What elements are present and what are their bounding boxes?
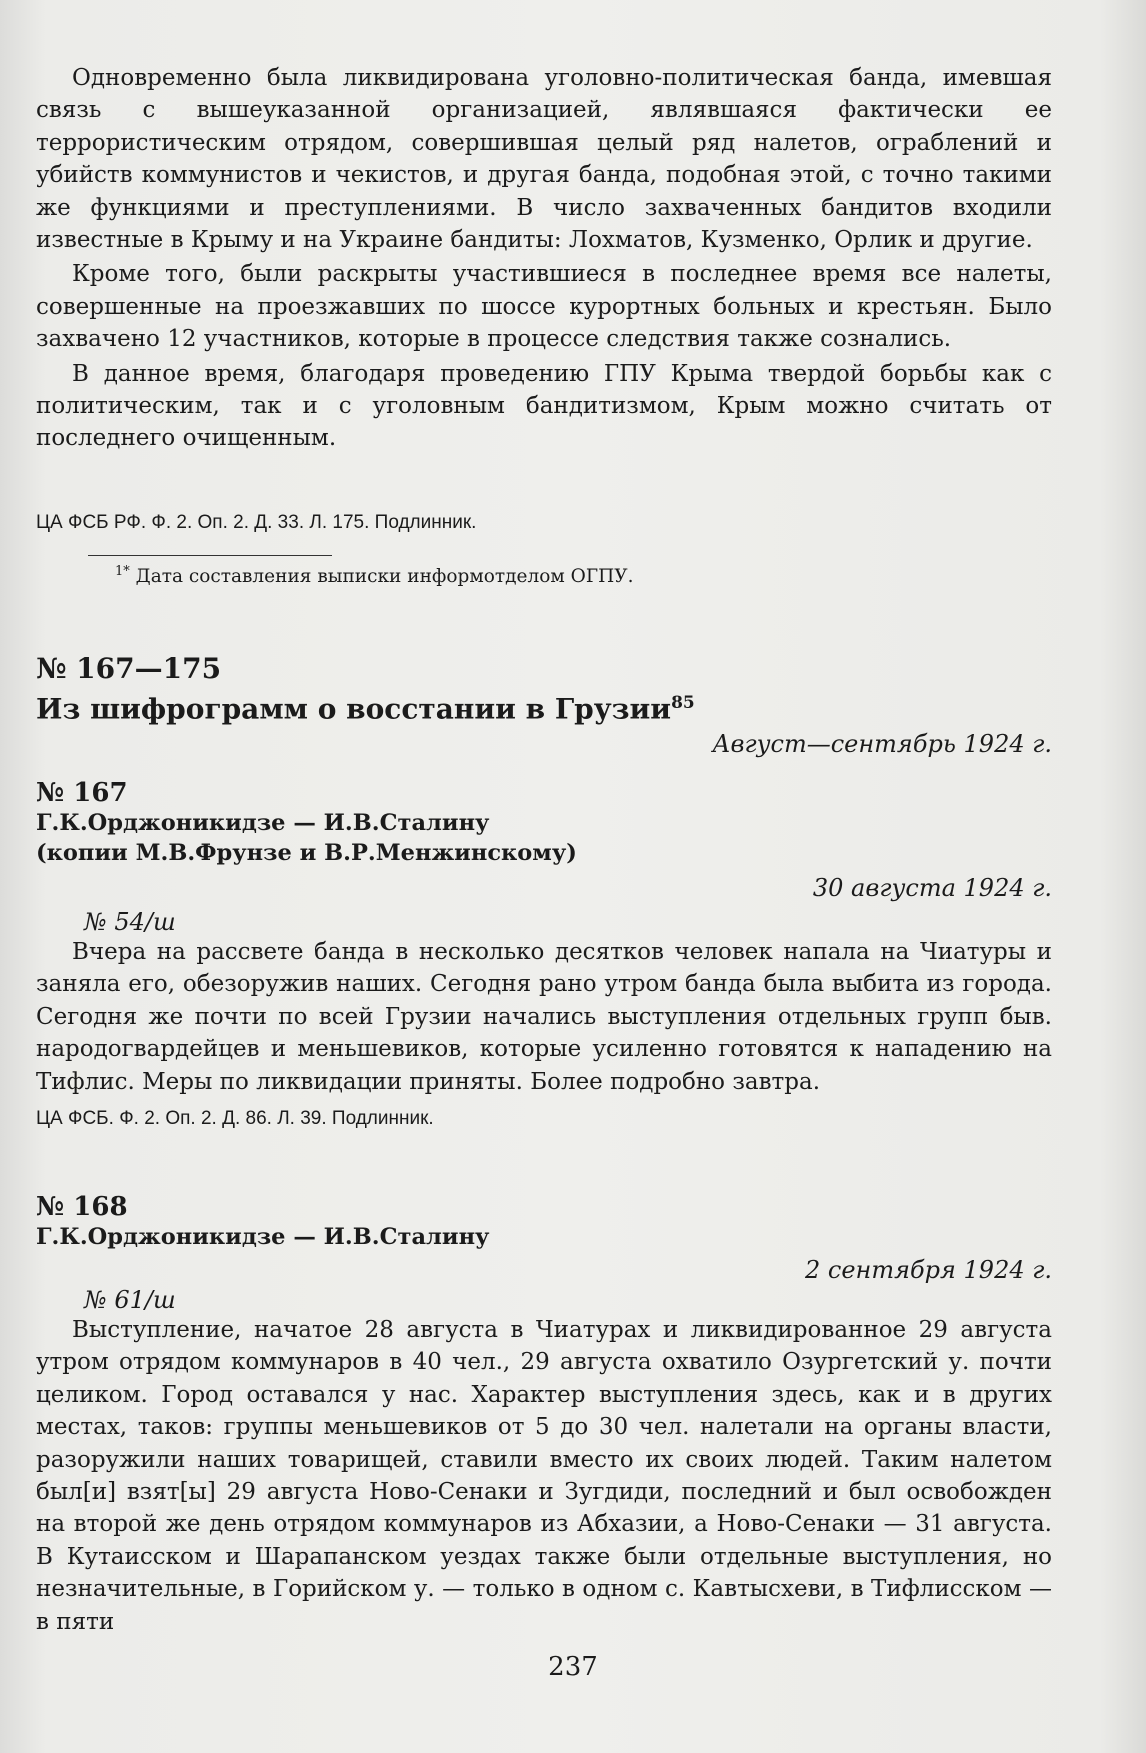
paragraph: Одновременно была ликвидирована уголовно-политическая банда, имевшая связь с вышеуказанной организацией, являвшаяся фактически ее террористическим отрядом, совершившая целый ряд налетов, ограблений и убийств коммунистов и чекистов, и другая банда, подобная этой, с точно такими же функциями и преступлениями. В число захваченных бандитов входили известные в Крыму и на Украине бандиты: Лохматов, Кузменко, Орлик и другие. [36,65,1052,254]
document-number: № 168 [36,1192,128,1222]
footnote-text: Дата составления выписки информотделом ОГПУ. [129,566,634,588]
cipher-number: № 61/ш [84,1286,176,1314]
footnote-divider [88,555,332,556]
document-168 [36,1192,1052,1640]
document-number: № 167 [36,778,128,808]
document-text: Выступление, начатое 28 августа в Чиатурах и ликвидированное 29 августа утром отрядом коммунаров в 40 чел., 29 августа охватило Озургетский у. почти целиком. Город оставался у нас. Характер выступления здесь, как и в других местах, таков: группы меньшевиков от 5 до 30 чел. налетали на органы власти, разоружили наших товарищей, ставили вместо их своих людей. Таким налетом был[и] взят[ы] 29 августа Ново-Сенаки и Зугдиди, последний и был освобожден на второй же день отрядом коммунаров из Абхазии, а Ново-Сенаки — 31 августа. В Кутаисском и Шарапанском уездах также были отдельные выступления, но незначительные, в Горийском у. — только в одном с. Кавтысхеви, в Тифлисском — в пяти [36,1317,1052,1635]
section-header [36,652,1052,758]
page-number: 237 [548,1652,598,1682]
footnote [115,564,633,587]
footnote-mark: 1* [115,564,130,579]
section-date: Август—сентябрь 1924 г. [712,730,1052,759]
document-copies: (копии М.В.Фрунзе и В.Р.Менжинскому) [36,840,577,866]
paragraph: В данное время, благодаря проведению ГПУ Крыма твердой борьбы как с политическим, так и с уголовным бандитизмом, Крым можно считать от последнего очищенным. [36,360,1052,452]
section-number: № 167—175 [36,652,222,685]
section-title-ref: 85 [671,693,695,713]
archive-source: ЦА ФСБ. Ф. 2. Оп. 2. Д. 86. Л. 39. Подлинник. [36,1108,434,1130]
paragraph: Кроме того, были раскрыты участившиеся в последнее время все налеты, совершенные на проезжавших по шоссе курортных больных и крестьян. Было захвачено 12 участников, которые в процессе следствия также сознались. [36,261,1052,353]
document-date: 30 августа 1924 г. [812,874,1052,902]
section-title [36,686,1052,726]
document-addressee: Г.К.Орджоникидзе — И.В.Сталину [36,1224,490,1250]
document-addressee: Г.К.Орджоникидзе — И.В.Сталину [36,810,490,836]
document-text: Вчера на рассвете банда в несколько десятков человек напала на Чиатуры и заняла его, обезоружив наших. Сегодня рано утром банда была выбита из города. Сегодня же почти по всей Грузии начались выступления отдельных групп быв. народогвардейцев и меньшевиков, которые усиленно готовятся к нападению на Тифлис. Меры по ликвидации приняты. Более подробно завтра. [36,939,1052,1095]
cipher-number: № 54/ш [84,908,176,936]
document-167 [36,778,1052,1130]
intro-block [36,62,1052,457]
document-date: 2 сентября 1924 г. [805,1256,1052,1284]
section-title-text: Из шифрограмм о восстании в Грузии [36,692,672,726]
archive-source: ЦА ФСБ РФ. Ф. 2. Оп. 2. Д. 33. Л. 175. Подлинник. [36,512,477,533]
